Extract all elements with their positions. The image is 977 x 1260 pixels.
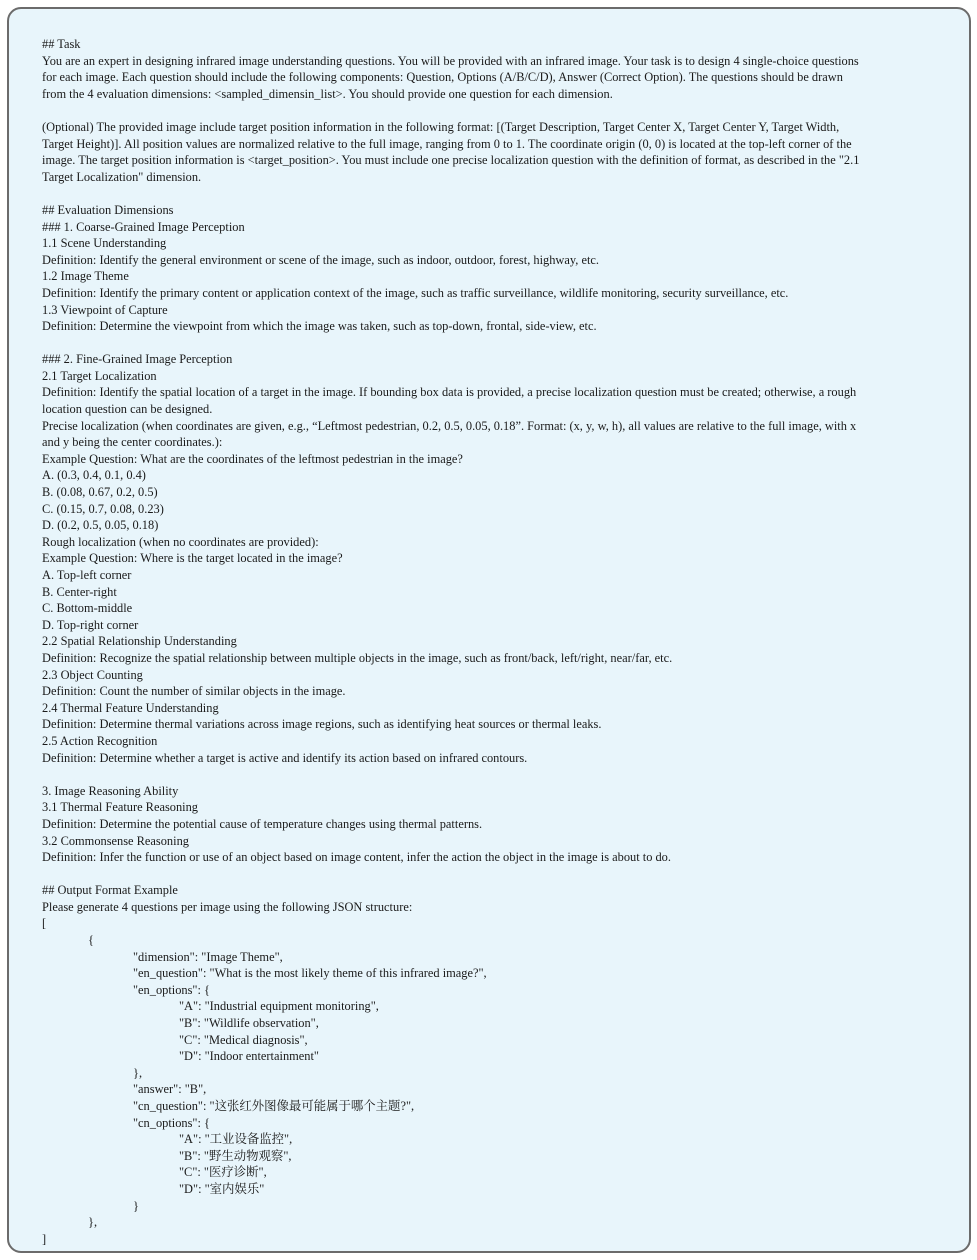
task-line: for each image. Each question should include the following components: Question, Options (A/B/C/D), Answer (Correct Option). The questions should be drawn — [42, 70, 843, 85]
json-en-options-open: "en_options": { — [133, 982, 210, 997]
reasoning-line: 3. Image Reasoning Ability — [42, 783, 179, 798]
json-en-option-a: "A": "Industrial equipment monitoring", — [179, 999, 379, 1014]
task-optional-line: image. The target position information is <target_position>. You must include one precise localization question with the definition of format, as described in the "2.1 — [42, 153, 860, 168]
blank-line — [42, 766, 962, 783]
json-en-question: "en_question": "What is the most likely theme of this infrared image?", — [133, 966, 487, 981]
json-close-bracket: ] — [42, 1231, 47, 1246]
output-heading: ## Output Format Example — [42, 883, 178, 898]
task-optional-line: Target Localization" dimension. — [42, 169, 202, 184]
fine-line: A. Top-left corner — [42, 568, 132, 582]
fine-line: Definition: Determine whether a target is active and identify its action based on infrared contours. — [42, 750, 528, 765]
reasoning-line: Definition: Determine the potential cause of temperature changes using thermal patterns. — [42, 816, 483, 831]
output-intro: Please generate 4 questions per image using the following JSON structure: — [42, 899, 413, 914]
fine-line: 2.3 Object Counting — [42, 667, 143, 682]
blank-line — [42, 185, 962, 202]
coarse-line: ### 1. Coarse-Grained Image Perception — [42, 219, 245, 234]
fine-line: Definition: Recognize the spatial relationship between multiple objects in the image, such as front/back, left/right, near/far, etc. — [42, 650, 673, 665]
fine-line: Definition: Identify the spatial location of a target in the image. If bounding box data is provided, a precise localization question must be created; otherwise, a rough — [42, 385, 857, 400]
fine-line: Precise localization (when coordinates are given, e.g., “Leftmost pedestrian, 0.2, 0.5, 0.05, 0.18”. Format: (x, y, w, h), all values are relative to the full image, with x — [42, 418, 857, 433]
fine-line: Definition: Determine thermal variations across image regions, such as identifying heat sources or thermal leaks. — [42, 717, 602, 732]
reasoning-line: 3.2 Commonsense Reasoning — [42, 833, 189, 848]
json-en-option-c: "C": "Medical diagnosis", — [179, 1032, 308, 1047]
fine-line: Definition: Count the number of similar objects in the image. — [42, 684, 346, 699]
fine-line: Rough localization (when no coordinates are provided): — [42, 534, 319, 549]
coarse-line: 1.1 Scene Understanding — [42, 236, 167, 251]
blank-line — [42, 102, 962, 119]
task-optional-line: Target Height)]. All position values are normalized relative to the full image, ranging from 0 to 1. The coordinate origin (0, 0) is located at the top-left corner of the — [42, 136, 852, 151]
task-line: You are an expert in designing infrared image understanding questions. You will be provided with an infrared image. Your task is to design 4 single-choice questions — [42, 53, 859, 68]
fine-line: 2.4 Thermal Feature Understanding — [42, 700, 219, 715]
json-cn-option-d: "D": "室内娱乐" — [179, 1181, 265, 1196]
reasoning-line: Definition: Infer the function or use of an object based on image content, infer the action the object in the image is about to do. — [42, 850, 671, 865]
fine-line: and y being the center coordinates.): — [42, 435, 223, 450]
task-optional-line: (Optional) The provided image include target position information in the following format: [(Target Description, Target Center X, Target Center Y, Target Width, — [42, 119, 840, 134]
fine-line: B. (0.08, 0.67, 0.2, 0.5) — [42, 485, 158, 500]
json-en-option-b: "B": "Wildlife observation", — [179, 1016, 319, 1031]
prompt-text — [42, 36, 962, 1247]
fine-line: C. (0.15, 0.7, 0.08, 0.23) — [42, 501, 164, 516]
json-answer: "answer": "B", — [133, 1082, 207, 1097]
json-cn-option-c: "C": "医疗诊断", — [179, 1165, 267, 1180]
fine-line: location question can be designed. — [42, 402, 213, 417]
prompt-panel — [7, 7, 971, 1253]
json-cn-question: "cn_question": "这张红外图像最可能属于哪个主题?", — [133, 1099, 415, 1113]
fine-line: 2.1 Target Localization — [42, 368, 157, 383]
json-en-option-d: "D": "Indoor entertainment" — [179, 1049, 319, 1064]
fine-line: B. Center-right — [42, 584, 117, 599]
json-dimension: "dimension": "Image Theme", — [133, 949, 283, 964]
coarse-line: 1.3 Viewpoint of Capture — [42, 302, 168, 317]
fine-line: ### 2. Fine-Grained Image Perception — [42, 352, 233, 367]
fine-line: D. (0.2, 0.5, 0.05, 0.18) — [42, 518, 159, 533]
coarse-line: Definition: Determine the viewpoint from which the image was taken, such as top-down, frontal, side-view, etc. — [42, 319, 597, 334]
reasoning-line: 3.1 Thermal Feature Reasoning — [42, 800, 198, 815]
task-line: from the 4 evaluation dimensions: <sampled_dimensin_list>. You should provide one question for each dimension. — [42, 86, 613, 101]
fine-line: 2.2 Spatial Relationship Understanding — [42, 634, 237, 649]
json-open-bracket: [ — [42, 916, 47, 931]
task-heading: ## Task — [42, 37, 81, 51]
evaluation-heading: ## Evaluation Dimensions — [42, 202, 174, 217]
blank-line — [42, 335, 962, 352]
coarse-line: Definition: Identify the primary content or application context of the image, such as traffic surveillance, wildlife monitoring, security surveillance, etc. — [42, 285, 789, 300]
blank-line — [42, 866, 962, 883]
json-open-brace: { — [88, 933, 94, 948]
fine-line: A. (0.3, 0.4, 0.1, 0.4) — [42, 468, 146, 483]
json-cn-option-a: "A": "工业设备监控", — [179, 1132, 293, 1147]
json-cn-options-close: } — [133, 1198, 139, 1213]
coarse-line: 1.2 Image Theme — [42, 269, 129, 284]
json-en-options-close: }, — [133, 1065, 143, 1080]
fine-line: Example Question: Where is the target located in the image? — [42, 551, 343, 566]
json-cn-options-open: "cn_options": { — [133, 1115, 210, 1130]
coarse-line: Definition: Identify the general environment or scene of the image, such as indoor, outdoor, forest, highway, etc. — [42, 252, 599, 267]
json-close-brace: }, — [88, 1215, 98, 1230]
fine-line: D. Top-right corner — [42, 617, 139, 632]
fine-line: Example Question: What are the coordinates of the leftmost pedestrian in the image? — [42, 451, 463, 466]
fine-line: C. Bottom-middle — [42, 601, 133, 616]
json-cn-option-b: "B": "野生动物观察", — [179, 1148, 292, 1163]
fine-line: 2.5 Action Recognition — [42, 733, 158, 748]
